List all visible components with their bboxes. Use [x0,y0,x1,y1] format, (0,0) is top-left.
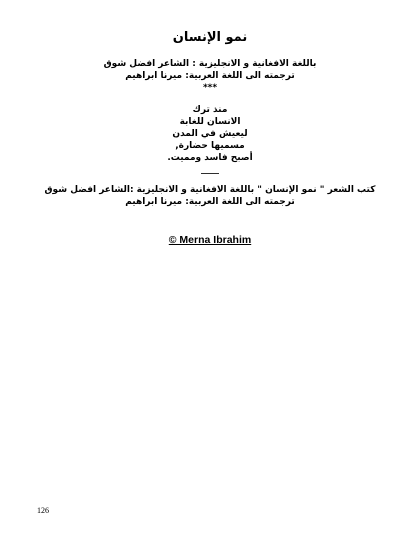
poem-end-mark: ____ [201,165,219,175]
poem-line: منذ ترك [192,105,228,115]
credit-line-translator: ترجمته الى اللغة العربية: ميرنا ابراهيم [125,197,295,207]
source-info [40,58,380,94]
poem-line: الانسان للغابة [179,117,241,127]
poem-body [40,104,380,176]
credit-line-author: كتب الشعر " نمو الإنسان " باللغة الافغانية و الانجليزية :الشاعر افضل شوق [44,185,376,195]
poem-line: مسميها حضارة, [175,141,245,151]
credit-block [40,184,380,208]
page-number: 126 [37,506,49,515]
copyright-text: © Merna Ibrahim [168,234,252,246]
poem-title: نمو الإنسان [172,30,248,45]
source-line-author: باللغة الافغانية و الانجليزية : الشاعر افضل شوق [103,59,317,69]
source-line-translator: ترجمته الى اللغة العربية: ميرنا ابراهيم [125,71,295,81]
poem-line: أصبح فاسد ومميت. [167,153,253,163]
copyright-notice [40,234,380,246]
separator-asterisks: *** [202,83,218,93]
poem-line: ليعيش في المدن [172,129,248,139]
